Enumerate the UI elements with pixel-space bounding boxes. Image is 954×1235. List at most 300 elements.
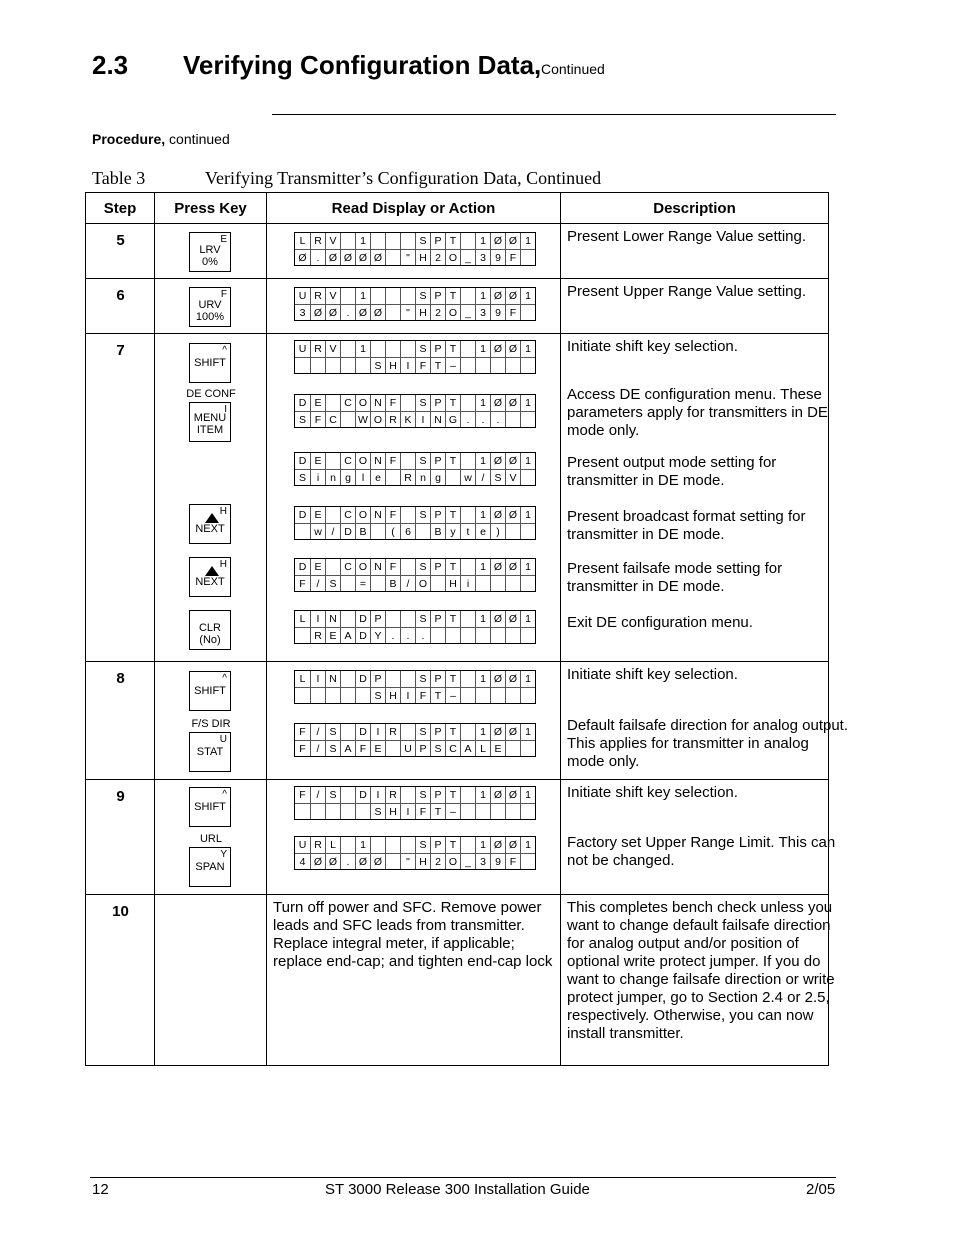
lcd-char: Ø	[490, 288, 505, 304]
lcd-char	[400, 671, 415, 687]
step-cell	[86, 895, 155, 1066]
lcd-char: S	[370, 687, 385, 703]
key-letter: ^	[222, 673, 227, 684]
lcd-char	[520, 803, 535, 819]
key-letter: E	[220, 234, 227, 245]
stat-key[interactable]	[189, 732, 231, 772]
description-cell	[561, 662, 849, 780]
lcd-char: 1	[475, 837, 490, 853]
lcd-char: Y	[370, 627, 385, 643]
lcd-char	[325, 453, 340, 469]
lcd-char: S	[415, 507, 430, 523]
lcd-char: R	[310, 233, 325, 249]
lcd-char	[340, 671, 355, 687]
lcd-char	[460, 837, 475, 853]
lcd-char	[445, 627, 460, 643]
lcd-char	[505, 523, 520, 539]
key-label: NEXT	[195, 576, 225, 588]
lcd-char	[340, 803, 355, 819]
key-label: ITEM	[196, 424, 224, 436]
lcd-char	[505, 411, 520, 427]
lcd-char: .	[400, 627, 415, 643]
col-step: Step	[86, 193, 155, 224]
lcd-char: R	[385, 724, 400, 740]
lcd-char	[490, 687, 505, 703]
step-number: 9	[116, 788, 125, 805]
lcd-char	[310, 357, 325, 373]
table-number: Table 3	[92, 168, 146, 188]
lcd-display	[294, 287, 536, 321]
lcd-char: n	[325, 469, 340, 485]
key-shift-label: F/S DIR	[191, 718, 231, 730]
key-letter: F	[220, 289, 227, 300]
lcd-char: t	[460, 523, 475, 539]
lcd-char: D	[355, 627, 370, 643]
lcd-char	[505, 627, 520, 643]
step-number: 5	[116, 232, 125, 249]
lcd-char: .	[385, 627, 400, 643]
lcd-char: P	[430, 671, 445, 687]
shift-key[interactable]	[189, 787, 231, 827]
key-shift-label: URL	[199, 833, 222, 845]
lcd-char: T	[430, 357, 445, 373]
lcd-char: S	[295, 411, 310, 427]
lcd-char: P	[430, 611, 445, 627]
lcd-char	[340, 724, 355, 740]
lcd-char: 9	[490, 249, 505, 265]
lcd-char	[430, 575, 445, 591]
lcd-char: l	[355, 469, 370, 485]
span-key[interactable]	[189, 847, 231, 887]
lcd-char	[520, 469, 535, 485]
lcd-char: C	[445, 740, 460, 756]
lcd-char: P	[430, 341, 445, 357]
lcd-char	[475, 627, 490, 643]
lcd-char	[505, 575, 520, 591]
lcd-char: K	[400, 411, 415, 427]
lcd-char: U	[298, 343, 307, 355]
lcd-char	[340, 687, 355, 703]
lcd-char: /	[310, 575, 325, 591]
lcd-char	[355, 687, 370, 703]
lcd-char: S	[415, 611, 430, 627]
lcd-char: 1	[520, 507, 535, 523]
lcd-char	[340, 837, 355, 853]
lcd-char: U	[298, 839, 307, 851]
lcd-char	[505, 357, 520, 373]
lcd-char	[490, 627, 505, 643]
lcd-char: C	[340, 559, 355, 575]
lcd-char: w	[460, 469, 475, 485]
lcd-char: P	[370, 611, 385, 627]
lcd-char: E	[490, 740, 505, 756]
lcd-char: Ø	[505, 671, 520, 687]
lcd-char: 3	[475, 853, 490, 869]
lcd-char: /	[475, 469, 490, 485]
lcd-char: E	[310, 559, 325, 575]
step-number: 7	[116, 342, 125, 359]
lcd-char: S	[325, 724, 340, 740]
lcd-char: I	[400, 687, 415, 703]
description-cell	[561, 334, 829, 662]
lcd-char	[490, 575, 505, 591]
lcd-char: N	[370, 395, 385, 411]
lcd-char: _	[460, 249, 475, 265]
lcd-char	[520, 740, 535, 756]
lcd-char: S	[370, 803, 385, 819]
lcd-display	[294, 340, 536, 374]
lcd-char: E	[370, 740, 385, 756]
lcd-char: F	[310, 411, 325, 427]
lcd-char	[325, 507, 340, 523]
next-key[interactable]	[189, 557, 231, 597]
step-cell	[86, 662, 155, 780]
lcd-char: –	[445, 687, 460, 703]
lcd-char	[310, 687, 325, 703]
lcd-char	[385, 341, 400, 357]
lcd-char	[475, 803, 490, 819]
lcd-char: 1	[475, 724, 490, 740]
lcd-char: P	[370, 671, 385, 687]
display-cell	[267, 224, 561, 279]
lcd-char: D	[298, 561, 307, 573]
lcd-char	[460, 233, 475, 249]
header-rule	[272, 114, 836, 115]
lcd-char: C	[340, 453, 355, 469]
key-letter: U	[219, 734, 227, 745]
description-text: Initiate shift key selection.	[567, 666, 738, 683]
key-letter: H	[219, 506, 227, 517]
lcd-char	[370, 575, 385, 591]
clr-no-key[interactable]	[189, 610, 231, 650]
lcd-char: 1	[475, 288, 490, 304]
lcd-char	[325, 357, 340, 373]
lcd-char: R	[385, 787, 400, 803]
lcd-char: D	[355, 611, 370, 627]
lcd-char	[370, 288, 385, 304]
lcd-display	[294, 836, 536, 870]
lcd-char: T	[445, 724, 460, 740]
lcd-char	[460, 559, 475, 575]
lcd-char	[340, 611, 355, 627]
description-text: Factory set Upper Range Limit. This can not be changed.	[567, 834, 836, 869]
key-label: URV	[198, 299, 222, 311]
lcd-char: L	[325, 837, 340, 853]
lcd-char: O	[445, 304, 460, 320]
lcd-char: Ø	[310, 304, 325, 320]
lcd-char: 1	[520, 837, 535, 853]
lcd-char: D	[355, 724, 370, 740]
lcd-char: I	[370, 787, 385, 803]
lcd-char: R	[310, 341, 325, 357]
lcd-char: V	[325, 341, 340, 357]
key-label: SPAN	[195, 861, 225, 873]
step-cell	[86, 334, 155, 662]
lcd-char	[460, 787, 475, 803]
lcd-char: F	[299, 726, 306, 738]
lcd-char	[400, 837, 415, 853]
lcd-char: 1	[475, 233, 490, 249]
table-row	[86, 662, 829, 780]
lcd-display	[294, 452, 536, 486]
lcd-char	[460, 724, 475, 740]
lcd-char	[460, 803, 475, 819]
lcd-char: P	[430, 837, 445, 853]
lcd-display	[294, 786, 536, 820]
lcd-char	[520, 687, 535, 703]
lcd-char: S	[415, 671, 430, 687]
lcd-char: S	[430, 740, 445, 756]
lcd-char: Ø	[325, 304, 340, 320]
lcd-char	[370, 837, 385, 853]
description-cell	[561, 780, 836, 895]
shift-key[interactable]	[189, 671, 231, 711]
lcd-char	[460, 611, 475, 627]
lcd-char: Ø	[505, 453, 520, 469]
action-text: Turn off power and SFC. Remove power leads and SFC leads from transmitter. Replace integral meter, if applicable; replace end-cap; and tighten end-cap lock	[273, 899, 553, 970]
key-cell	[155, 334, 267, 662]
step-number: 10	[112, 903, 129, 920]
lcd-char: e	[370, 469, 385, 485]
lcd-char: "	[400, 304, 415, 320]
up-arrow-icon	[205, 513, 219, 523]
lcd-char: O	[355, 507, 370, 523]
lcd-char: 1	[520, 341, 535, 357]
lcd-char: I	[415, 411, 430, 427]
section-number: 2.3	[92, 50, 129, 80]
lcd-char	[460, 357, 475, 373]
description-text: Present failsafe mode setting for transmitter in DE mode.	[567, 560, 783, 595]
lcd-char: Ø	[370, 853, 385, 869]
lcd-char	[370, 341, 385, 357]
table-row	[86, 334, 829, 662]
lcd-char: y	[445, 523, 460, 539]
description-text: Present Lower Range Value setting.	[567, 228, 807, 245]
lcd-char	[460, 671, 475, 687]
lcd-char	[325, 559, 340, 575]
table-row	[86, 780, 829, 895]
lcd-char	[385, 233, 400, 249]
lcd-char: Ø	[490, 671, 505, 687]
step-cell	[86, 780, 155, 895]
lcd-char: n	[415, 469, 430, 485]
description-text: This completes bench check unless you want to change default failsafe direction for analog output and/or position of optional write protect jumper. If you do want to change failsafe direction or write protect jumper, go to Section 2.4 or 2.5, respectively. Otherwise, you can now install transmitter.	[567, 899, 835, 1042]
lcd-char: i	[460, 575, 475, 591]
lcd-char: S	[415, 288, 430, 304]
lcd-char: O	[355, 453, 370, 469]
col-description: Description	[561, 193, 829, 224]
lcd-char: N	[370, 453, 385, 469]
lcd-char: S	[325, 787, 340, 803]
lcd-char	[475, 357, 490, 373]
col-read-display: Read Display or Action	[267, 193, 561, 224]
lcd-char	[325, 803, 340, 819]
lcd-char: B	[355, 523, 370, 539]
lcd-char: Ø	[490, 559, 505, 575]
lcd-char	[460, 627, 475, 643]
lcd-char: C	[340, 395, 355, 411]
lcd-char: R	[310, 837, 325, 853]
lcd-char	[400, 611, 415, 627]
lcd-char: "	[400, 249, 415, 265]
step-number: 8	[116, 670, 125, 687]
lcd-char: S	[415, 453, 430, 469]
key-label: 0%	[202, 256, 218, 268]
lcd-char	[385, 671, 400, 687]
lcd-char: R	[310, 627, 325, 643]
lcd-char: 1	[520, 233, 535, 249]
key-label: 100%	[195, 311, 225, 323]
lcd-char	[340, 411, 355, 427]
lcd-char	[385, 740, 400, 756]
lcd-char: S	[415, 559, 430, 575]
lcd-char: Ø	[505, 288, 520, 304]
lcd-char: 1	[475, 671, 490, 687]
lcd-char: D	[298, 455, 307, 467]
lcd-char	[310, 803, 325, 819]
lcd-char: F	[295, 740, 310, 756]
lcd-char: Ø	[355, 249, 370, 265]
display-cell	[267, 334, 561, 662]
lcd-char: G	[445, 411, 460, 427]
display-cell	[267, 895, 561, 1066]
lcd-char: H	[385, 687, 400, 703]
lcd-char: F	[415, 803, 430, 819]
lcd-char: 1	[355, 233, 370, 249]
procedure-rest: continued	[165, 131, 230, 147]
lcd-char: L	[299, 613, 306, 625]
key-label: SHIFT	[194, 801, 226, 813]
lcd-char: Ø	[505, 233, 520, 249]
lcd-char: P	[430, 233, 445, 249]
lcd-char: I	[400, 357, 415, 373]
key-label: SHIFT	[194, 357, 226, 369]
lcd-char: H	[415, 249, 430, 265]
lcd-char: 9	[490, 853, 505, 869]
lcd-char: Ø	[310, 853, 325, 869]
lcd-char: 3	[475, 249, 490, 265]
lcd-char: 2	[430, 249, 445, 265]
lcd-char: 1	[520, 395, 535, 411]
lcd-char: (	[385, 523, 400, 539]
key-cell	[155, 224, 267, 279]
lcd-char: D	[340, 523, 355, 539]
lcd-char: I	[370, 724, 385, 740]
lcd-char	[370, 523, 385, 539]
key-letter: Y	[220, 849, 227, 860]
shift-key[interactable]	[189, 343, 231, 383]
lcd-char: F	[415, 357, 430, 373]
lcd-char: L	[299, 235, 306, 247]
lcd-char: S	[415, 341, 430, 357]
step-number: 6	[116, 287, 125, 304]
lcd-display	[294, 723, 536, 757]
lcd-char: P	[430, 787, 445, 803]
lcd-char: B	[385, 575, 400, 591]
lcd-char	[400, 341, 415, 357]
lcd-display	[294, 558, 536, 592]
lcd-char: Ø	[490, 837, 505, 853]
lcd-display	[294, 506, 536, 540]
section-title: Verifying Configuration Data,	[183, 50, 542, 80]
lcd-char: N	[370, 507, 385, 523]
lcd-char: N	[430, 411, 445, 427]
description-text: Present Upper Range Value setting.	[567, 283, 807, 300]
lcd-char: Ø	[505, 787, 520, 803]
lcd-char: F	[385, 395, 400, 411]
lcd-char: P	[430, 724, 445, 740]
lcd-char: C	[325, 411, 340, 427]
lcd-char: S	[415, 395, 430, 411]
lcd-char: T	[430, 687, 445, 703]
lcd-char: E	[310, 395, 325, 411]
lcd-char: 1	[475, 507, 490, 523]
table-row	[86, 895, 829, 1066]
lcd-char: S	[415, 724, 430, 740]
lcd-char: O	[415, 575, 430, 591]
urv-100-key[interactable]	[189, 287, 231, 327]
lcd-char	[520, 575, 535, 591]
lcd-char: H	[445, 575, 460, 591]
lcd-char: _	[460, 853, 475, 869]
procedure-bold: Procedure,	[92, 131, 166, 147]
lcd-char: O	[370, 411, 385, 427]
lcd-char: )	[490, 523, 505, 539]
lcd-char: R	[385, 411, 400, 427]
lcd-char	[475, 687, 490, 703]
lcd-char: H	[415, 853, 430, 869]
lcd-char: R	[400, 469, 415, 485]
description-text: Present output mode setting for transmitter in DE mode.	[567, 454, 777, 489]
lcd-char: T	[445, 611, 460, 627]
lcd-char: S	[295, 469, 310, 485]
description-cell	[561, 895, 835, 1066]
lrv-0-key[interactable]	[189, 232, 231, 272]
lcd-char	[340, 288, 355, 304]
section-continued: Continued	[541, 61, 605, 77]
description-text: Initiate shift key selection.	[567, 784, 738, 801]
key-label: LRV	[199, 244, 221, 256]
lcd-char: H	[415, 304, 430, 320]
lcd-char: T	[445, 395, 460, 411]
key-label: MENU	[193, 412, 227, 424]
lcd-char: 1	[475, 559, 490, 575]
lcd-char: D	[298, 397, 307, 409]
lcd-char: .	[340, 304, 355, 320]
lcd-char: S	[370, 357, 385, 373]
lcd-char	[295, 803, 310, 819]
lcd-char	[385, 288, 400, 304]
description-text: Access DE configuration menu. These parameters apply for transmitters in DE mode only.	[567, 386, 828, 439]
lcd-char	[490, 803, 505, 819]
lcd-char: g	[430, 469, 445, 485]
menu-item-key[interactable]	[189, 402, 231, 442]
lcd-char: g	[340, 469, 355, 485]
table-title: Verifying Transmitter’s Configuration Data, Continued	[205, 168, 602, 188]
lcd-char: 1	[520, 787, 535, 803]
step-cell	[86, 224, 155, 279]
lcd-char	[520, 249, 535, 265]
key-shift-label: DE CONF	[186, 388, 236, 400]
description-text: Present broadcast format setting for transmitter in DE mode.	[567, 508, 806, 543]
footer-title: ST 3000 Release 300 Installation Guide	[325, 1181, 590, 1198]
key-letter: I	[224, 404, 227, 415]
lcd-char: /	[400, 575, 415, 591]
lcd-char	[520, 523, 535, 539]
lcd-char: Ø	[505, 559, 520, 575]
lcd-char: P	[430, 559, 445, 575]
next-key[interactable]	[189, 504, 231, 544]
